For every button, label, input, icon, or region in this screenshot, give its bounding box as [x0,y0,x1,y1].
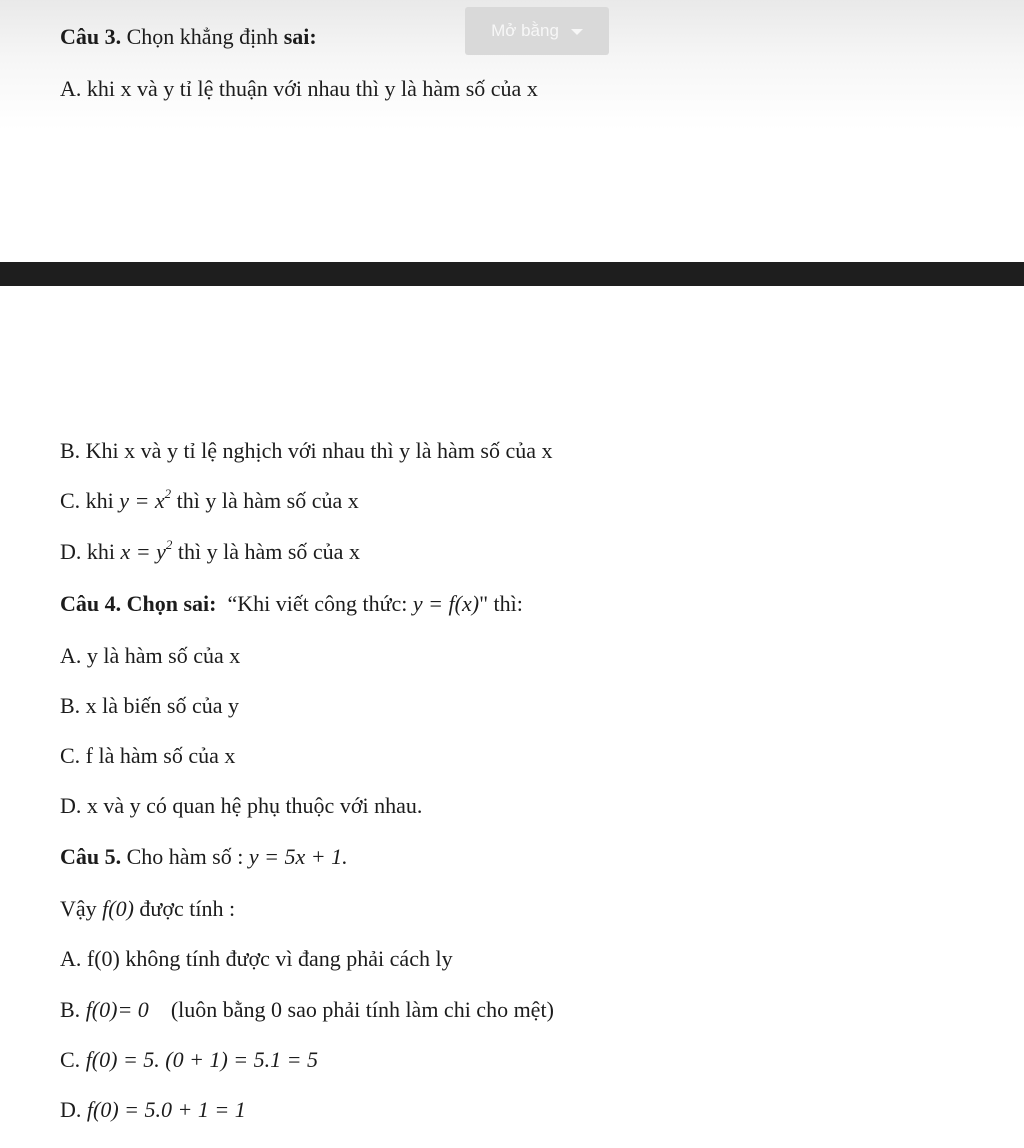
q4-prompt-math: y = f(x) [412,591,480,616]
q3-option-d [60,537,360,567]
q3-c-math: $y = x^2$ [119,485,172,513]
q3-option-b: B. Khi x và y tỉ lệ nghịch với nhau thì y là hàm số của x [60,438,553,463]
q5-b-suffix: (luôn bằng 0 sao phải tính làm chi cho mệt) [170,997,554,1022]
q5-option-c [60,1045,318,1075]
q5-option-a: A. f(0) không tính được vì đang phải cách ly [60,946,453,971]
q4-option-d: D. x và y có quan hệ phụ thuộc với nhau. [60,793,423,818]
q4-option-c: C. f là hàm số của x [60,743,236,768]
q3-d-math: $x = y^2$ [120,536,173,564]
q4-heading [60,589,523,619]
q5-sub-suffix: được tính : [139,896,236,921]
q5-b-prefix: B. [60,997,81,1022]
open-with-button[interactable] [465,7,609,55]
q5-d-prefix: D. [60,1097,82,1122]
q4-prompt-close: " thì: [479,591,523,616]
q5-d-math: f(0) = 5.0 + 1 = 1 [86,1097,246,1122]
q4-prompt-open: “Khi viết công thức: [227,591,408,616]
q3-option-c [60,486,359,516]
q5-subprompt [60,894,235,924]
q5-prompt: Cho hàm số : [126,844,244,869]
q5-prompt-math: y = 5x + 1. [248,844,348,869]
q3-heading [60,22,317,52]
q5-c-prefix: C. [60,1047,81,1072]
q5-heading [60,842,348,872]
q5-option-b [60,995,554,1025]
chevron-down-icon [571,29,583,35]
q5-b-math: f(0)= 0 [85,997,149,1022]
q3-label: Câu 3. [60,24,122,49]
q5-label: Câu 5. [60,844,122,869]
q5-c-math: f(0) = 5. (0 + 1) = 5.1 = 5 [85,1047,318,1072]
separator-bar [0,262,1024,286]
q3-option-a: A. khi x và y tỉ lệ thuận với nhau thì y là hàm số của x [60,76,538,101]
q3-c-prefix: C. khi [60,488,114,513]
q4-label: Câu 4. Chọn sai: [60,591,217,616]
q4-option-b: B. x là biến số của y [60,693,240,718]
q4-option-a: A. y là hàm số của x [60,643,241,668]
q5-sub-math: f(0) [102,896,134,921]
q3-c-suffix: thì y là hàm số của x [176,488,359,513]
q3-prompt-normal: Chọn khẳng định [126,24,279,49]
q5-option-d [60,1095,246,1125]
q3-d-prefix: D. khi [60,539,115,564]
open-with-label: Mở bằng [491,21,559,40]
q5-sub-prefix: Vậy [60,896,97,921]
q3-d-suffix: thì y là hàm số của x [177,539,360,564]
q3-prompt-bold: sai: [283,24,317,49]
